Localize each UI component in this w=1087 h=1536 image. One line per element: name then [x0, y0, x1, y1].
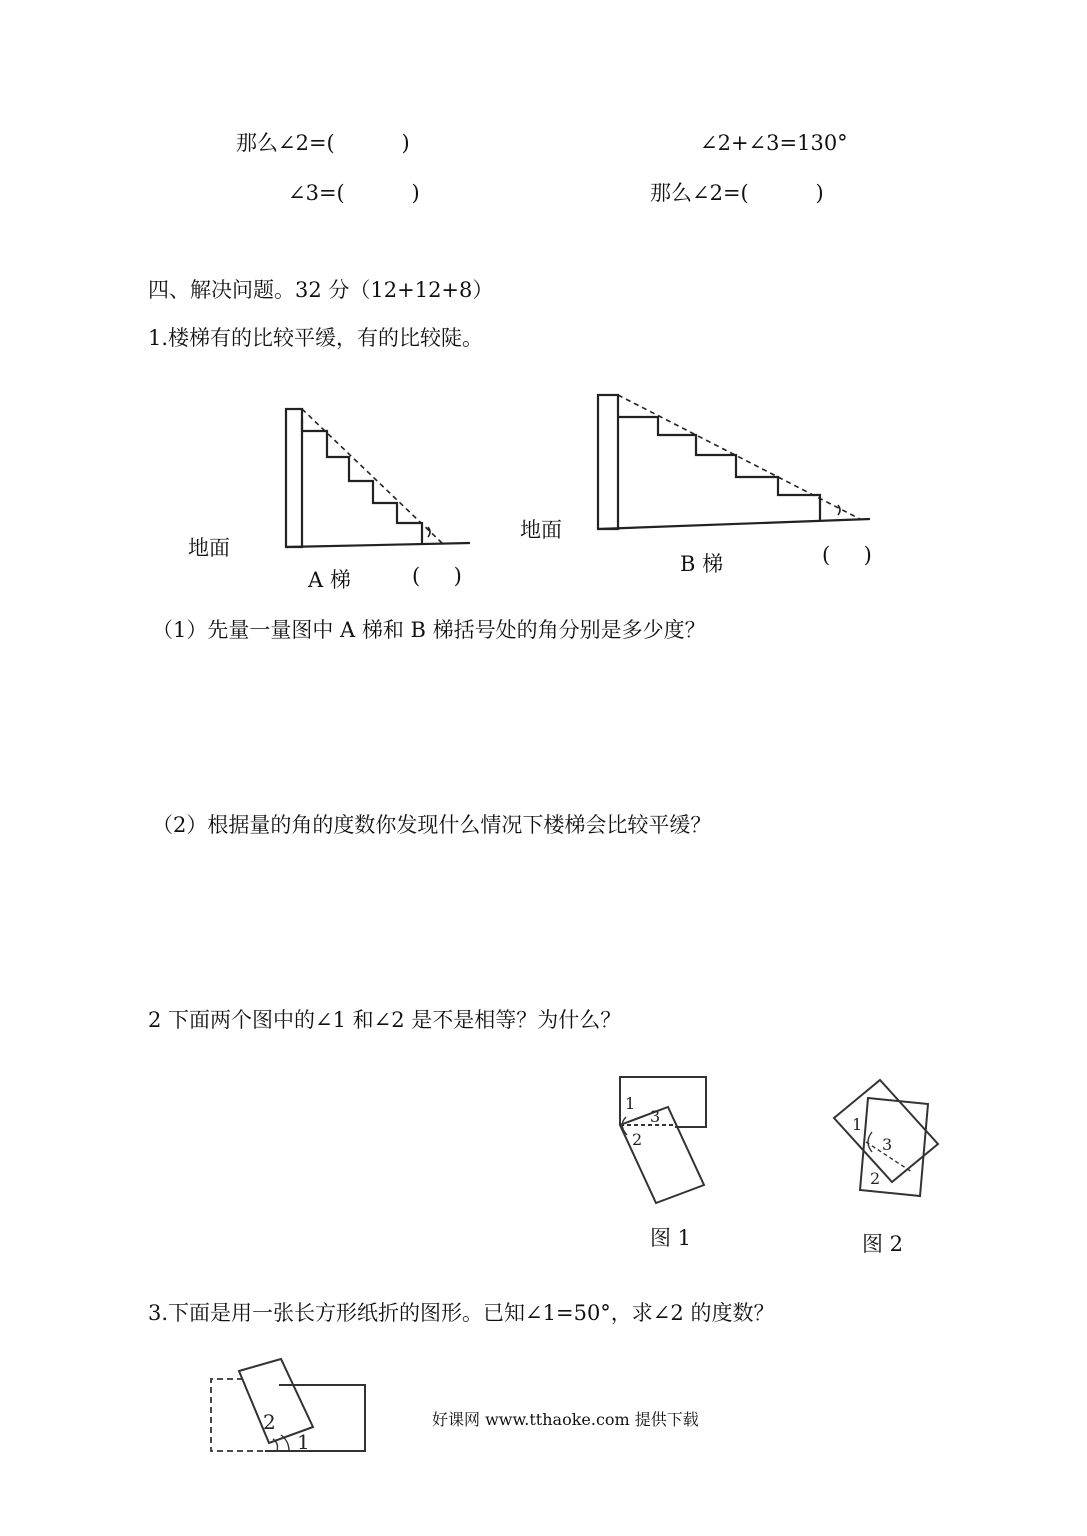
- section-heading: 四、解决问题。32 分（12+12+8）: [148, 278, 494, 302]
- fig2-caption: 图 2: [862, 1232, 904, 1256]
- stair-a-angle-arc: [428, 527, 430, 537]
- ground-label-b: 地面: [520, 518, 562, 542]
- fig1-angle-1: 1: [625, 1094, 636, 1113]
- q1-sub2: （2）根据量的角的度数你发现什么情况下楼梯会比较平缓？: [152, 813, 712, 837]
- stair-a-label: A 梯: [308, 568, 351, 592]
- fig1-angle-3: 3: [650, 1107, 661, 1126]
- fold-figure-1: [600, 1065, 720, 1215]
- q1-text: 1.楼梯有的比较平缓，有的比较陡。: [148, 326, 484, 350]
- stair-b-label: B 梯: [680, 552, 724, 576]
- footer-text: 好课网 www.tthaoke.com 提供下载: [432, 1410, 699, 1429]
- fig2-angle-1: 1: [852, 1115, 863, 1134]
- fig2-angle-2: 2: [870, 1169, 881, 1188]
- folded-paper-figure: [195, 1355, 385, 1460]
- eq-left-line2: ∠3=( ): [288, 181, 420, 205]
- stair-b-figure: [580, 385, 890, 545]
- stair-a-blank: ( ): [412, 564, 462, 588]
- fig1-caption: 图 1: [650, 1226, 692, 1250]
- q3-angle-1: 1: [297, 1430, 310, 1454]
- stair-b-blank: ( ): [822, 543, 872, 567]
- fig2-angle-3: 3: [882, 1135, 893, 1154]
- q2-text: 2 下面两个图中的∠1 和∠2 是不是相等？为什么？: [148, 1008, 622, 1032]
- eq-right-line1: ∠2+∠3=130°: [700, 131, 848, 155]
- q3-text: 3.下面是用一张长方形纸折的图形。已知∠1=50°，求∠2 的度数？: [148, 1301, 775, 1325]
- eq-left-line1: 那么∠2=( ): [236, 131, 410, 155]
- q3-angle-2: 2: [263, 1410, 276, 1434]
- ground-label-a: 地面: [188, 536, 230, 560]
- fig1-angle-2: 2: [632, 1130, 643, 1149]
- q1-sub1: （1）先量一量图中 A 梯和 B 梯括号处的角分别是多少度？: [152, 618, 706, 642]
- eq-right-line2: 那么∠2=( ): [650, 181, 824, 205]
- stair-b-angle-arc: [838, 505, 840, 515]
- fold-figure-2: [820, 1070, 950, 1210]
